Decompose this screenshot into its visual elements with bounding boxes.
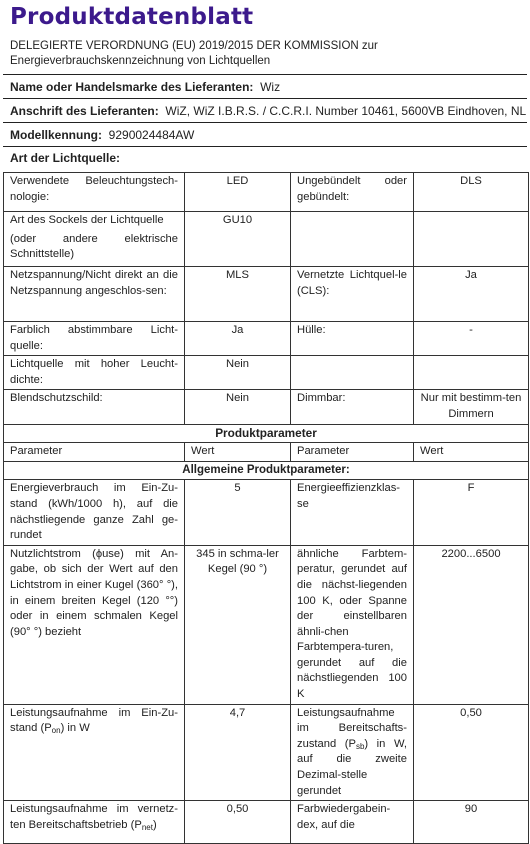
supplier-address-value: WiZ, WiZ I.B.R.S. / C.C.R.I. Number 10461, 5600VB Eindhoven, NL xyxy=(165,104,527,118)
table-row xyxy=(4,545,529,704)
table-row xyxy=(4,704,529,801)
cell-value: GU10 xyxy=(185,212,291,267)
cell-label xyxy=(291,356,414,390)
cell-value: LED xyxy=(185,173,291,212)
cell-label: Lichtquelle mit hoher Leucht-dichte: xyxy=(4,356,185,390)
datasheet-table xyxy=(3,172,529,844)
column-header: Parameter xyxy=(291,443,414,462)
cell-label: Nutzlichtstrom (ϕuse) mit An-gabe, ob sich der Wert auf den Lichtstrom in einer Kugel (360° °), in einem breiten Kegel (120 °°) oder in einem schmalen Kegel (90° °) bezieht xyxy=(4,545,185,704)
cell-value: DLS xyxy=(414,173,529,212)
column-header: Parameter xyxy=(4,443,185,462)
cell-value: - xyxy=(414,322,529,356)
divider xyxy=(3,98,527,99)
cell-label xyxy=(291,212,414,267)
table-row xyxy=(4,356,529,390)
page-title: Produktdatenblatt xyxy=(10,4,254,30)
cell-label: ähnliche Farbtem-peratur, gerundet auf die nächst-liegenden 100 K, oder Spanne der einstellbaren ähnli-chen Farbtempera-turen, gerundet auf die nächstliegenden 100 K xyxy=(291,545,414,704)
socket-label-note: (oder andere elektrische Schnittstelle) xyxy=(10,232,178,261)
cell-value: 0,50 xyxy=(414,704,529,801)
cell-label: Energieeffizienzklas-se xyxy=(291,480,414,545)
label-text: Leistungsaufnahme im Bereitschafts-zustand (P xyxy=(297,706,407,750)
divider xyxy=(3,122,527,123)
cell-value: 345 in schma-ler Kegel (90 °) xyxy=(185,545,291,704)
label-text: Leistungsaufnahme im vernetz-ten Bereitschaftsbetrieb (P xyxy=(10,803,178,831)
label-text: Leistungsaufnahme im Ein-Zu-stand (P xyxy=(10,706,178,735)
table-row xyxy=(4,267,529,322)
cell-label xyxy=(291,704,414,801)
cell-value: Nein xyxy=(185,356,291,390)
model-value: 9290024484AW xyxy=(108,128,195,142)
column-header: Wert xyxy=(185,443,291,462)
cell-value xyxy=(414,212,529,267)
label-subscript: net xyxy=(141,822,153,832)
cell-value: Nur mit bestimm-ten Dimmern xyxy=(414,390,529,424)
cell-label: Hülle: xyxy=(291,322,414,356)
cell-label xyxy=(4,801,185,844)
product-parameters-heading: Produktparameter xyxy=(4,424,529,443)
table-row xyxy=(4,212,529,267)
supplier-address-row xyxy=(10,104,526,118)
cell-label: Farbwiedergabein-dex, auf die xyxy=(291,801,414,844)
light-source-type-label: Art der Lichtquelle: xyxy=(10,151,121,165)
supplier-name-label: Name oder Handelsmarke des Lieferanten: xyxy=(10,80,254,94)
cell-label xyxy=(4,704,185,801)
cell-value: 5 xyxy=(185,480,291,545)
supplier-address-label: Anschrift des Lieferanten: xyxy=(10,104,159,118)
cell-value: 90 xyxy=(414,801,529,844)
cell-value: Ja xyxy=(414,267,529,322)
section-row xyxy=(4,461,529,480)
general-parameters-heading: Allgemeine Produktparameter: xyxy=(4,461,529,480)
table-row xyxy=(4,801,529,844)
cell-label: Verwendete Beleuchtungstech-nologie: xyxy=(4,173,185,212)
regulation-line-1: DELEGIERTE VERORDNUNG (EU) 2019/2015 DER KOMMISSION zur xyxy=(10,40,378,52)
cell-label xyxy=(4,212,185,267)
model-label: Modellkennung: xyxy=(10,128,102,142)
cell-label: Vernetzte Lichtquel-le (CLS): xyxy=(291,267,414,322)
label-subscript: on xyxy=(51,726,61,736)
table-row xyxy=(4,322,529,356)
regulation-text xyxy=(10,39,520,69)
regulation-line-2: Energieverbrauchskennzeichnung von Lichtquellen xyxy=(10,55,271,67)
cell-label: Ungebündelt oder gebündelt: xyxy=(291,173,414,212)
table-row xyxy=(4,480,529,545)
table-row xyxy=(4,173,529,212)
light-source-type-row xyxy=(10,151,120,165)
supplier-name-value: Wiz xyxy=(260,80,281,94)
model-row xyxy=(10,128,194,142)
cell-label: Blendschutzschild: xyxy=(4,390,185,424)
column-header: Wert xyxy=(414,443,529,462)
table-row xyxy=(4,390,529,424)
cell-label: Dimmbar: xyxy=(291,390,414,424)
label-subscript: sb xyxy=(355,741,365,751)
cell-value: MLS xyxy=(185,267,291,322)
cell-value: Nein xyxy=(185,390,291,424)
cell-value: Ja xyxy=(185,322,291,356)
section-row xyxy=(4,424,529,443)
label-text: ) in W, auf die zweite Dezimal-stelle gerundet xyxy=(297,737,407,797)
socket-label: Art des Sockels der Lichtquelle xyxy=(10,214,164,226)
cell-value: F xyxy=(414,480,529,545)
cell-label: Netzspannung/Nicht direkt an die Netzspannung angeschlos-sen: xyxy=(4,267,185,322)
cell-label: Farblich abstimmbare Licht-quelle: xyxy=(4,322,185,356)
cell-label: Energieverbrauch im Ein-Zu-stand (kWh/1000 h), auf die nächstliegende ganze Zahl ge-rundet xyxy=(4,480,185,545)
header-row xyxy=(4,443,529,462)
label-text: ) in W xyxy=(60,722,90,735)
divider xyxy=(3,146,527,147)
supplier-name-row xyxy=(10,80,280,94)
divider xyxy=(3,74,527,75)
label-text: ) xyxy=(152,818,157,831)
cell-value: 2200...6500 xyxy=(414,545,529,704)
cell-value xyxy=(414,356,529,390)
cell-value: 0,50 xyxy=(185,801,291,844)
cell-value: 4,7 xyxy=(185,704,291,801)
